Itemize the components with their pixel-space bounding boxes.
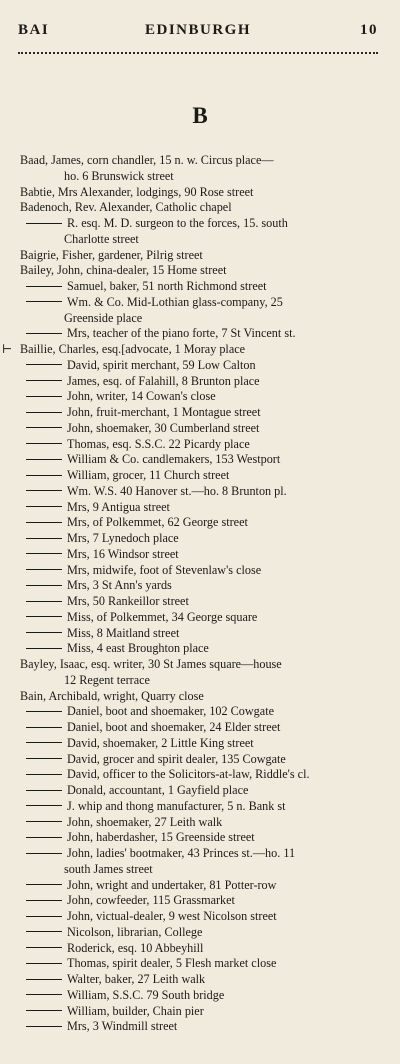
ditto-dash <box>26 774 62 775</box>
entry-continuation <box>20 862 378 878</box>
ditto-dash <box>26 979 62 980</box>
header-city: EDINBURGH <box>144 22 251 38</box>
ditto-dash <box>26 884 62 885</box>
directory-entry <box>20 563 378 579</box>
entry-text: Baillie, Charles, esq.[advocate, 1 Moray place <box>20 342 246 356</box>
ditto-dash <box>26 490 62 491</box>
entry-text: William, S.S.C. 79 South bridge <box>67 987 225 1002</box>
entry-text: James, esq. of Falahill, 8 Brunton place <box>67 373 260 388</box>
directory-entry <box>20 484 378 500</box>
ditto-dash <box>26 553 62 554</box>
directory-entry <box>20 689 378 705</box>
entry-text: Roderick, esq. 10 Abbeyhill <box>67 940 204 955</box>
directory-entry <box>20 925 378 941</box>
margin-mark: ⊢ <box>2 342 13 356</box>
entry-text: ho. 6 Brunswick street <box>64 168 174 183</box>
ditto-dash <box>26 223 62 224</box>
directory-entry <box>20 279 378 295</box>
entry-text: Daniel, boot and shoemaker, 102 Cowgate <box>67 704 274 719</box>
entry-text: Mrs, midwife, foot of Stevenlaw's close <box>67 562 262 577</box>
ditto-dash <box>26 538 62 539</box>
entry-text: Walter, baker, 27 Leith walk <box>67 972 206 986</box>
ditto-dash <box>26 727 62 728</box>
ditto-dash <box>26 616 62 617</box>
directory-entry <box>20 641 378 657</box>
entry-text: Thomas, esq. S.S.C. 22 Picardy place <box>67 436 250 451</box>
ditto-dash <box>26 821 62 822</box>
ditto-dash <box>26 742 62 743</box>
directory-entry <box>20 657 378 673</box>
entry-text: William, grocer, 11 Church street <box>67 468 230 482</box>
directory-entry <box>20 1019 378 1035</box>
ditto-dash <box>26 364 62 365</box>
directory-entry <box>20 846 378 862</box>
entry-text: Mrs, 3 St Ann's yards <box>67 578 172 593</box>
directory-entry <box>20 263 378 279</box>
entry-text: Bain, Archibald, wright, Quarry close <box>20 688 204 703</box>
ditto-dash <box>26 427 62 428</box>
directory-entry <box>20 437 378 453</box>
entry-text: John, haberdasher, 15 Greenside street <box>67 830 255 845</box>
ditto-dash <box>26 506 62 507</box>
directory-entry <box>20 374 378 390</box>
directory-entry <box>20 767 378 783</box>
entry-text: Wm. & Co. Mid-Lothian glass-company, 25 <box>67 294 283 309</box>
directory-entry <box>20 452 378 468</box>
ditto-dash <box>26 286 62 287</box>
ditto-dash <box>26 585 62 586</box>
directory-entry <box>20 736 378 752</box>
entry-text: Mrs, teacher of the piano forte, 7 St Vincent st. <box>67 326 296 341</box>
entry-text: J. whip and thong manufacturer, 5 n. Bank st <box>67 798 286 813</box>
directory-entry <box>20 941 378 957</box>
directory-entry <box>20 752 378 768</box>
entry-text: Mrs, 7 Lynedoch place <box>67 531 179 545</box>
directory-entry <box>20 295 378 311</box>
entry-text: Nicolson, librarian, College <box>67 924 203 939</box>
directory-entry <box>20 704 378 720</box>
entry-text: Thomas, spirit dealer, 5 Flesh market close <box>67 956 277 971</box>
entry-text: Donald, accountant, 1 Gayfield place <box>67 783 249 797</box>
directory-entry <box>20 500 378 516</box>
entry-text: John, wright and undertaker, 81 Potter-row <box>67 877 277 892</box>
directory-entry <box>20 878 378 894</box>
directory-entry <box>20 405 378 421</box>
entry-text: Mrs, 50 Rankeillor street <box>67 594 189 608</box>
entry-text: David, grocer and spirit dealer, 135 Cowgate <box>67 751 286 766</box>
directory-entry <box>20 956 378 972</box>
entry-text: Baigrie, Fisher, gardener, Pilrig street <box>20 247 203 262</box>
ditto-dash <box>26 601 62 602</box>
entry-text: Babtie, Mrs Alexander, lodgings, 90 Rose street <box>20 184 254 199</box>
entry-text: R. esq. M. D. surgeon to the forces, 15. south <box>67 216 288 230</box>
entry-text: Charlotte street <box>64 231 139 246</box>
entry-text: Bayley, Isaac, esq. writer, 30 St James square—house <box>20 657 282 671</box>
ditto-dash <box>26 758 62 759</box>
ditto-dash <box>26 475 62 476</box>
ditto-dash <box>26 648 62 649</box>
directory-entry <box>20 421 378 437</box>
directory-entry <box>20 893 378 909</box>
directory-entry <box>20 972 378 988</box>
entry-continuation <box>20 311 378 327</box>
entry-continuation <box>20 673 378 689</box>
ditto-dash <box>26 396 62 397</box>
entry-text: Mrs, of Polkemmet, 62 George street <box>67 515 248 530</box>
ditto-dash <box>26 931 62 932</box>
entry-text: Wm. W.S. 40 Hanover st.—ho. 8 Brunton pl. <box>67 483 287 498</box>
entry-continuation <box>20 169 378 185</box>
directory-entry <box>20 783 378 799</box>
ditto-dash <box>26 963 62 964</box>
directory-entry <box>20 200 378 216</box>
ditto-dash <box>26 412 62 413</box>
directory-entry <box>20 216 378 232</box>
entry-text: Miss, 4 east Broughton place <box>67 641 209 656</box>
ditto-dash <box>26 837 62 838</box>
ditto-dash <box>26 947 62 948</box>
entry-list <box>2 153 378 1035</box>
directory-entry <box>20 358 378 374</box>
entry-text: Samuel, baker, 51 north Richmond street <box>67 279 267 293</box>
directory-entry <box>20 610 378 626</box>
entry-continuation <box>20 232 378 248</box>
header-range: BAI <box>18 22 50 38</box>
entry-text: David, shoemaker, 2 Little King street <box>67 735 254 750</box>
entry-text: 12 Regent terrace <box>64 672 150 687</box>
ditto-dash <box>26 853 62 854</box>
entry-text: John, victual-dealer, 9 west Nicolson street <box>67 909 277 923</box>
running-header <box>18 22 378 46</box>
directory-entry <box>20 1004 378 1020</box>
entry-text: Mrs, 9 Antigua street <box>67 499 170 514</box>
entry-text: John, shoemaker, 27 Leith walk <box>67 814 223 829</box>
directory-entry <box>20 326 378 342</box>
directory-entry <box>20 248 378 264</box>
directory-entry <box>20 720 378 736</box>
entry-text: John, fruit-merchant, 1 Montague street <box>67 405 261 419</box>
entry-text: Badenoch, Rev. Alexander, Catholic chapel <box>20 200 232 215</box>
ditto-dash <box>26 900 62 901</box>
entry-text: Greenside place <box>64 310 143 325</box>
entry-text: William & Co. candlemakers, 153 Westport <box>67 452 281 467</box>
directory-entry <box>20 594 378 610</box>
directory-entry <box>20 830 378 846</box>
ditto-dash <box>26 1010 62 1011</box>
entry-text: Bailey, John, china-dealer, 15 Home street <box>20 263 227 278</box>
entry-text: William, builder, Chain pier <box>67 1003 204 1018</box>
header-rule <box>18 52 378 54</box>
ditto-dash <box>26 459 62 460</box>
ditto-dash <box>26 522 62 523</box>
ditto-dash <box>26 790 62 791</box>
entry-text: Baad, James, corn chandler, 15 n. w. Circus place— <box>20 153 274 167</box>
directory-entry <box>20 468 378 484</box>
ditto-dash <box>26 333 62 334</box>
ditto-dash <box>26 301 62 302</box>
ditto-dash <box>26 443 62 444</box>
entry-text: John, ladies' bootmaker, 43 Princes st.—ho. 11 <box>67 846 296 860</box>
entry-text: Mrs, 16 Windsor street <box>67 546 179 561</box>
directory-entry <box>20 153 378 169</box>
ditto-dash <box>26 994 62 995</box>
directory-entry <box>20 515 378 531</box>
ditto-dash <box>26 569 62 570</box>
ditto-dash <box>26 632 62 633</box>
page-number: 10 <box>360 22 378 38</box>
entry-text: Miss, 8 Maitland street <box>67 625 180 640</box>
entry-text: Miss, of Polkemmet, 34 George square <box>67 609 258 624</box>
directory-entry <box>20 185 378 201</box>
entry-text: John, cowfeeder, 115 Grassmarket <box>67 893 235 908</box>
directory-entry <box>20 389 378 405</box>
ditto-dash <box>26 916 62 917</box>
ditto-dash <box>26 380 62 381</box>
entry-text: John, shoemaker, 30 Cumberland street <box>67 420 260 435</box>
directory-entry <box>20 909 378 925</box>
ditto-dash <box>26 805 62 806</box>
directory-entry <box>20 547 378 563</box>
directory-entry <box>20 578 378 594</box>
directory-entry <box>20 799 378 815</box>
directory-entry <box>20 626 378 642</box>
section-letter: B <box>192 103 208 128</box>
ditto-dash <box>26 711 62 712</box>
directory-entry <box>20 531 378 547</box>
directory-entry <box>20 988 378 1004</box>
ditto-dash <box>26 1026 62 1027</box>
entry-text: David, spirit merchant, 59 Low Calton <box>67 357 256 372</box>
entry-text: Daniel, boot and shoemaker, 24 Elder street <box>67 720 281 734</box>
entry-text: David, officer to the Solicitors-at-law, Riddle's cl. <box>67 767 310 782</box>
entry-text: Mrs, 3 Windmill street <box>67 1019 178 1034</box>
directory-entry <box>2 342 378 358</box>
directory-entry <box>20 815 378 831</box>
entry-text: south James street <box>64 861 153 876</box>
entry-text: John, writer, 14 Cowan's close <box>67 389 216 404</box>
